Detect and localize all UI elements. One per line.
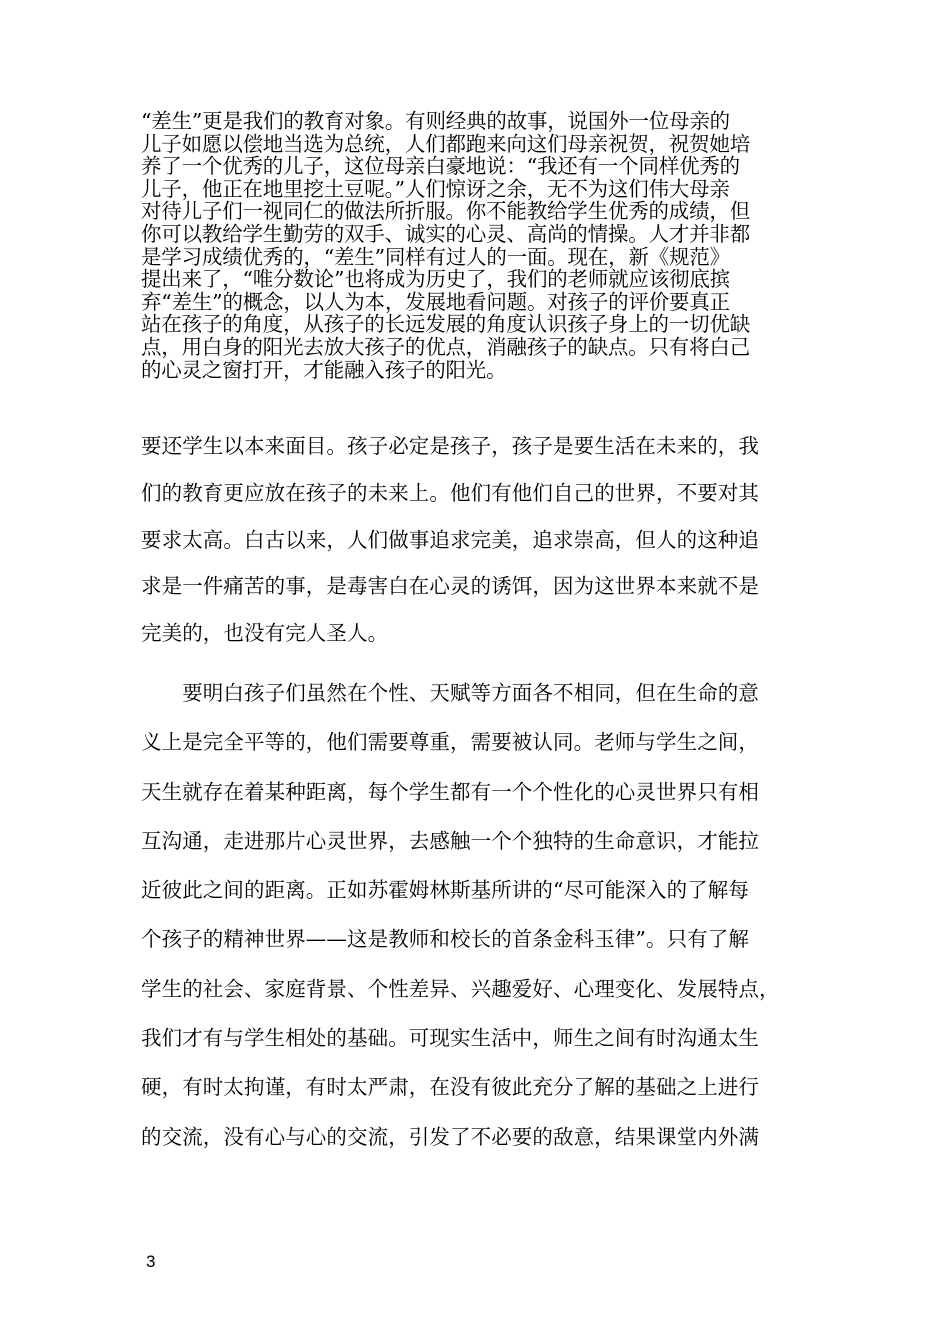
paragraph-line: 义上是完全平等的，他们需要尊重，需要被认同。老师与学生之间， (141, 730, 759, 755)
paragraph-line: 对待儿子们一视同仁的做法所折服。你不能教给学生优秀的成绩，但 (141, 199, 750, 224)
paragraph-line: 要求太高。白古以来，人们做事追求完美，追求崇高，但人的这种追 (141, 527, 759, 552)
paragraph-line: 们的教育更应放在孩子的未来上。他们有他们自己的世界，不要对其 (141, 480, 759, 505)
paragraph-line: 天生就存在着某种距离，每个学生都有一个个性化的心灵世界只有相 (141, 779, 759, 804)
paragraph-line: 求是一件痛苦的事，是毒害白在心灵的诱饵，因为这世界本来就不是 (141, 574, 759, 599)
paragraph-line: 互沟通，走进那片心灵世界，去感触一个个独特的生命意识，才能拉 (141, 828, 759, 853)
paragraph-line: 要明白孩子们虽然在个性、天赋等方面各不相同，但在生命的意 (141, 681, 759, 705)
paragraph-line: 提出来了，“唯分数论”也将成为历史了，我们的老师就应该彻底摈 (141, 267, 730, 292)
paragraph-2 (141, 433, 831, 667)
paragraph-line: 的交流，没有心与心的交流，引发了不必要的敌意，结果课堂内外满 (141, 1124, 759, 1149)
paragraph-line: “差生”更是我们的教育对象。有则经典的故事，说国外一位母亲的 (141, 109, 730, 133)
paragraph-line: 硬，有时太拘谨，有时太严肃，在没有彼此充分了解的基础之上进行 (141, 1075, 759, 1100)
paragraph-line: 的心灵之窗打开，才能融入孩子的阳光。 (141, 357, 507, 382)
paragraph-line: 养了一个优秀的儿子，这位母亲白豪地说：“我还有一个同样优秀的 (141, 154, 740, 179)
page-number: 3 (146, 1252, 156, 1271)
paragraph-line: 儿子，他正在地里挖土豆呢。”人们惊讶之余，无不为这们伟大母亲 (141, 176, 730, 201)
paragraph-line: 学生的社会、家庭背景、个性差异、兴趣爱好、心理变化、发展特点， (141, 976, 780, 1001)
paragraph-line: 弃“差生”的概念，以人为本，发展地看问题。对孩子的评价要真正 (141, 289, 730, 314)
paragraph-line: 近彼此之间的距离。正如苏霍姆林斯基所讲的“尽可能深入的了解每 (141, 878, 749, 903)
paragraph-line: 你可以教给学生勤劳的双手、诚实的心灵、高尚的情操。人才并非都 (141, 221, 750, 246)
paragraph-line: 完美的，也没有完人圣人。 (141, 621, 389, 646)
paragraph-1 (141, 110, 821, 381)
paragraph-line: 要还学生以本来面目。孩子必定是孩子，孩子是要生活在未来的，我 (141, 434, 759, 458)
paragraph-line: 点，用白身的阳光去放大孩子的优点，消融孩子的缺点。只有将白己 (141, 334, 750, 359)
paragraph-line: 站在孩子的角度，从孩子的长远发展的角度认识孩子身上的一切优缺 (141, 312, 750, 337)
paragraph-3 (141, 680, 831, 1173)
paragraph-line: 是学习成绩优秀的，“差生”同样有过人的一面。现在，新《规范》 (141, 244, 730, 269)
paragraph-line: 个孩子的精神世界——这是教师和校长的首条金科玉律”。只有了解 (141, 927, 749, 952)
paragraph-line: 我们才有与学生相处的基础。可现实生活中，师生之间有时沟通太生 (141, 1026, 759, 1051)
paragraph-line: 儿子如愿以偿地当选为总统，人们都跑来向这们母亲祝贺，祝贺她培 (141, 131, 750, 156)
